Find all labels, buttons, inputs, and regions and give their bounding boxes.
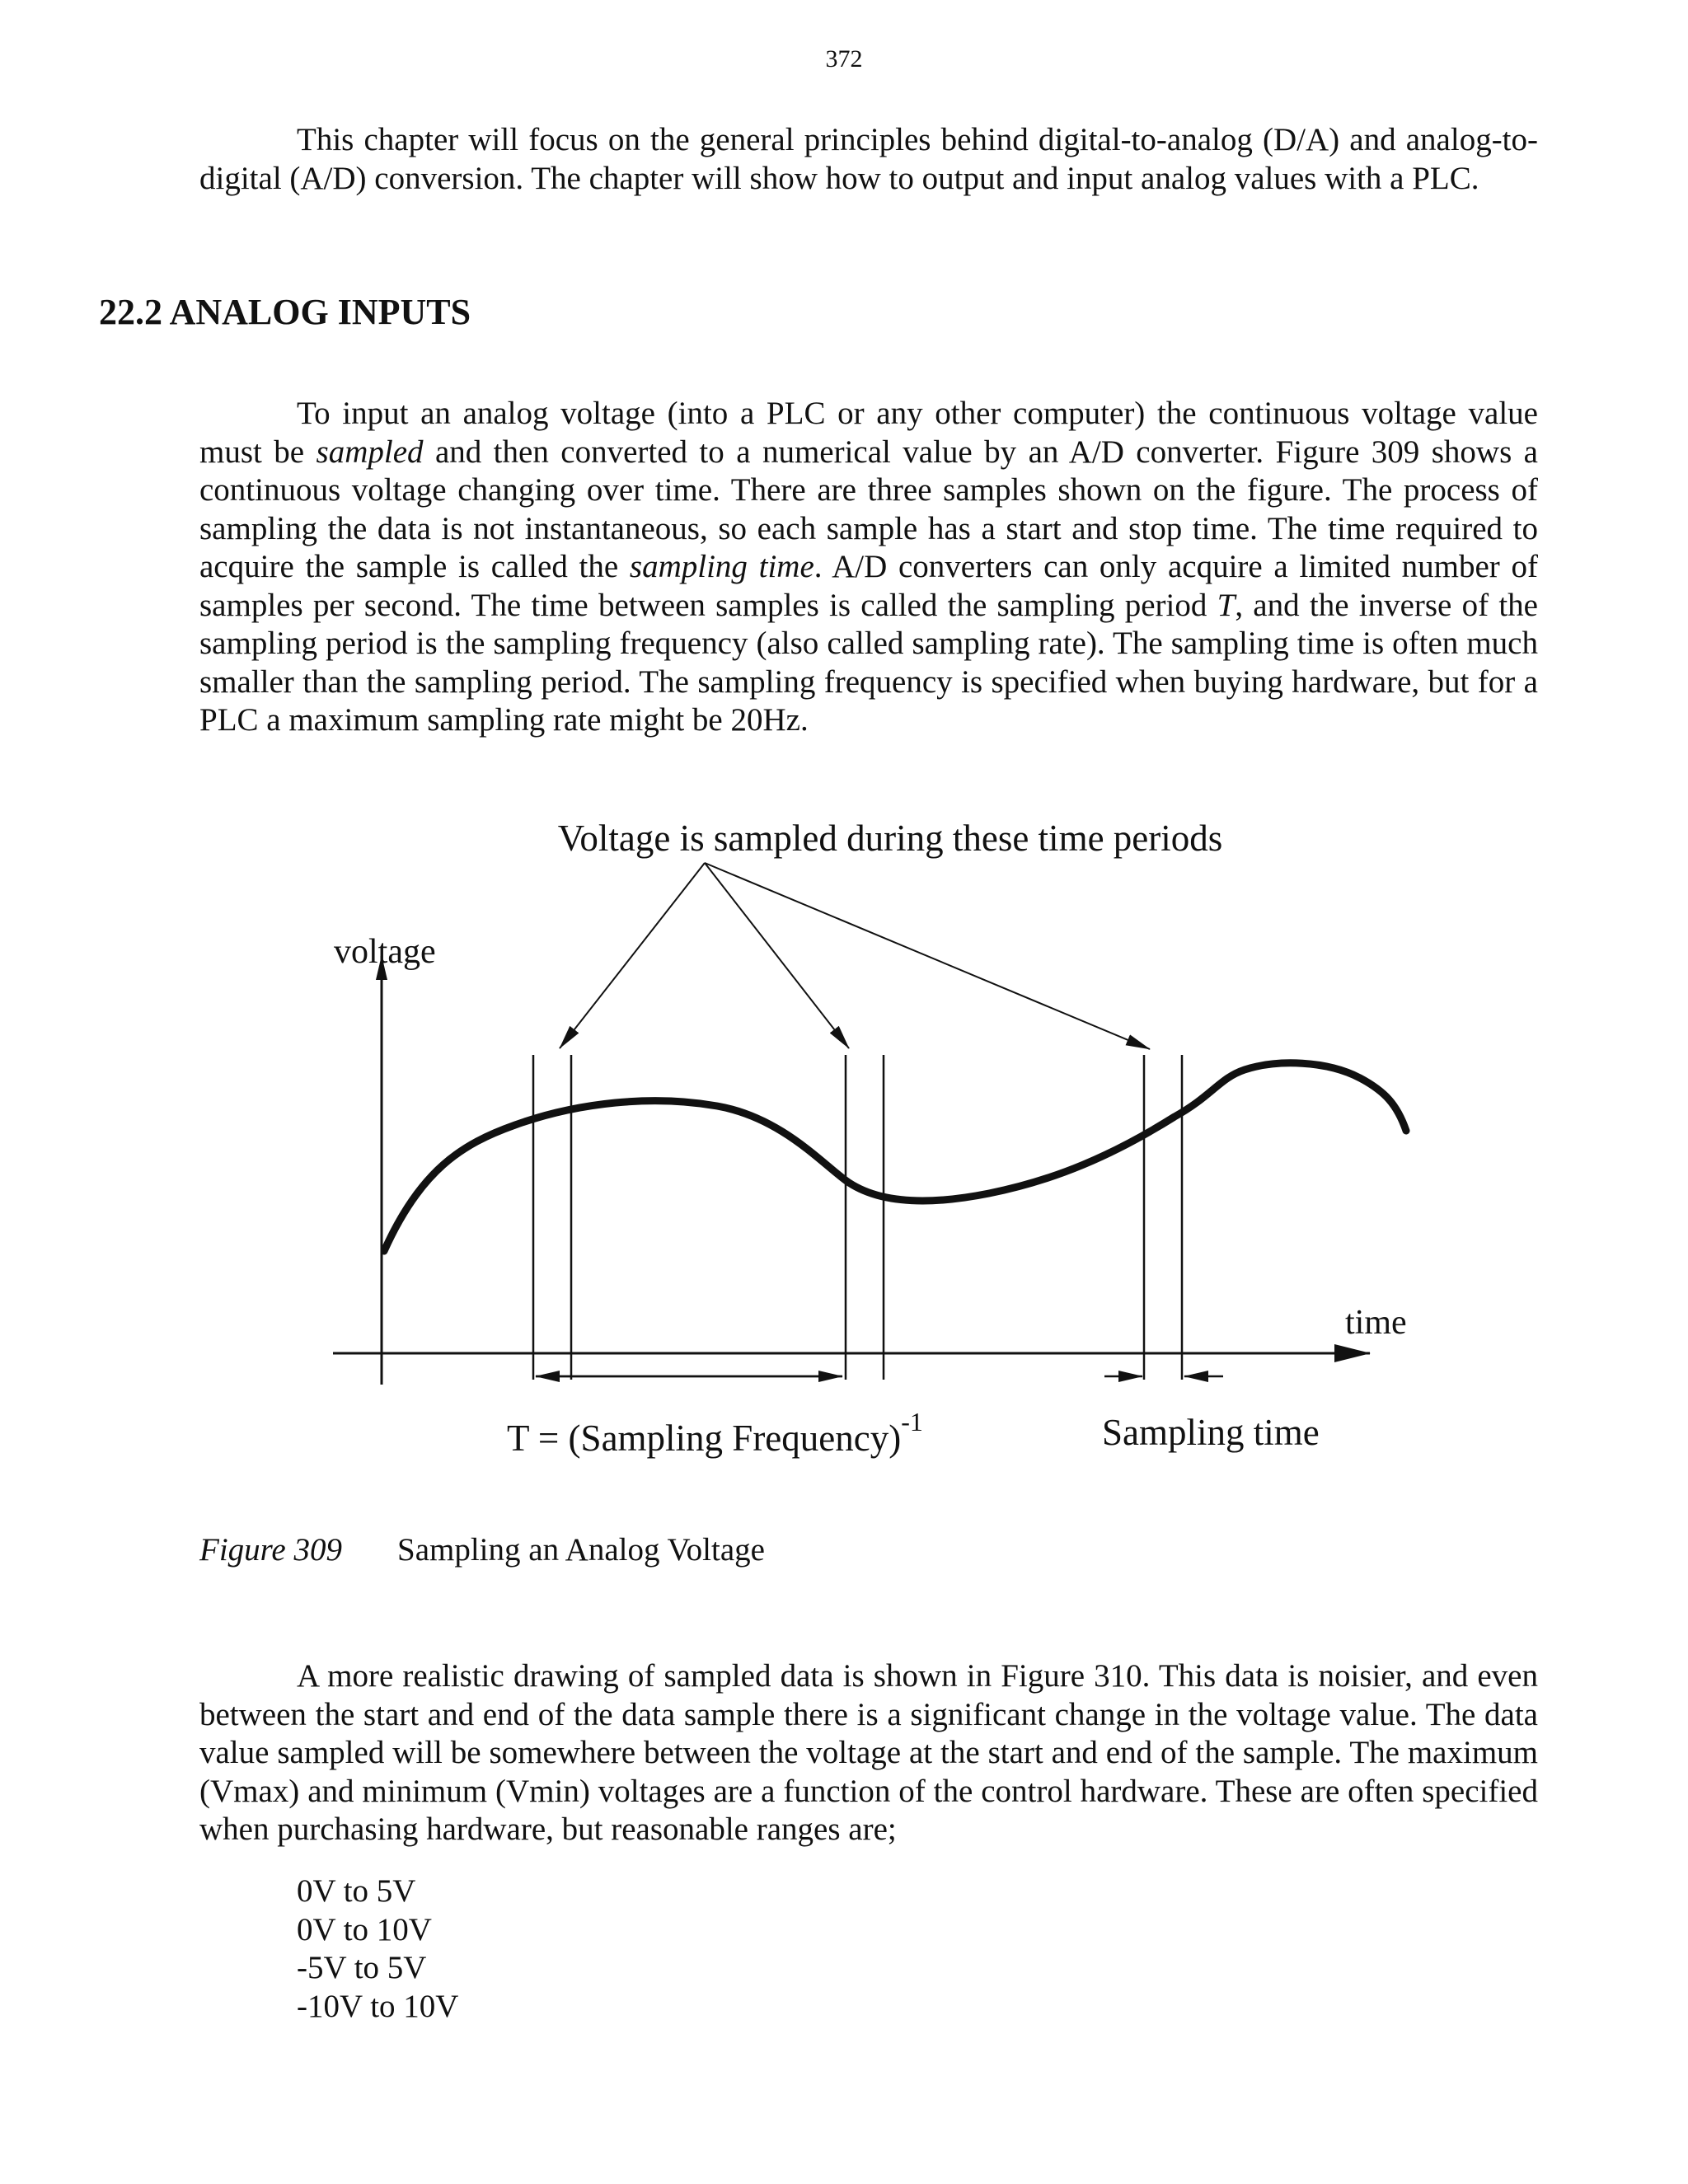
figure-caption-text: Sampling an Analog Voltage [397, 1532, 765, 1568]
paragraph-text: . A/D converters can only acquire a limited number of samples per second. The time between samples is called the sampling period [199, 549, 1538, 623]
y-axis-label: voltage [334, 933, 436, 971]
body-paragraph-ranges: A more realistic drawing of sampled data is shown in Figure 310. This data is noisier, and even between the start and end of the data sample there is a significant change in the voltage value. The data value sampled will be somewhere between the voltage at the start and end of the sample. The maximum (Vmax) and minimum (Vmin) voltages are a function of the control hardware. These are often specified when purchasing hardware, but reasonable ranges are; [199, 1658, 1538, 1847]
paragraph-text: and then converted to a numerical value by an A/D converter. Figure 309 shows a continuous voltage changing over time. There are three samples shown on the figure. The process of sampling the data is not instantaneous, so each sample has a start and stop time. The time required to acquire the sample is called the [199, 434, 1538, 584]
annotation-arrow-1 [560, 863, 705, 1048]
annotation-arrow-3 [705, 863, 1150, 1049]
figure-caption-label: Figure 309 [199, 1532, 342, 1568]
list-item: -10V to 10V [297, 1988, 459, 2024]
paragraph-text: To input an analog voltage (into a PLC or any other computer) the continuous voltage value must be [199, 396, 1538, 470]
page-number: 372 [825, 45, 863, 73]
sampling-diagram-svg [0, 816, 1688, 1492]
body-paragraph-sampling [199, 395, 1538, 740]
x-axis-label: time [1345, 1304, 1407, 1342]
annotation-label: Voltage is sampled during these time periods [557, 818, 1223, 859]
list-item: 0V to 10V [297, 1911, 432, 1947]
period-label-text: T = (Sampling Frequency) [507, 1418, 902, 1459]
voltage-range-list [297, 1872, 458, 2026]
sampling-time-label: Sampling time [1102, 1412, 1320, 1453]
annotation-arrow-2 [705, 863, 849, 1048]
figure-sampling-diagram [0, 816, 1688, 1492]
emphasis-sampled: sampled [316, 434, 424, 470]
period-label-exponent: -1 [901, 1407, 923, 1436]
list-item: -5V to 5V [297, 1950, 427, 1985]
figure-caption [199, 1530, 765, 1571]
paragraph-text: , and the inverse of the sampling period is the sampling frequency (also called sampling rate). The sampling time is often much smaller than the sampling period. The sampling frequency is specified when buying hardware, but for a PLC a maximum sampling rate might be 20Hz. [199, 587, 1538, 738]
intro-paragraph: This chapter will focus on the general principles behind digital-to-analog (D/A) and analog-to-digital (A/D) conversion. The chapter will show how to output and input analog values with a PLC. [199, 122, 1538, 196]
list-item: 0V to 5V [297, 1873, 416, 1909]
voltage-curve [384, 1063, 1406, 1251]
emphasis-sampling-time: sampling time [629, 549, 814, 584]
emphasis-period-symbol: T [1217, 587, 1236, 623]
section-heading: 22.2 ANALOG INPUTS [99, 291, 471, 332]
period-label [507, 1407, 923, 1459]
